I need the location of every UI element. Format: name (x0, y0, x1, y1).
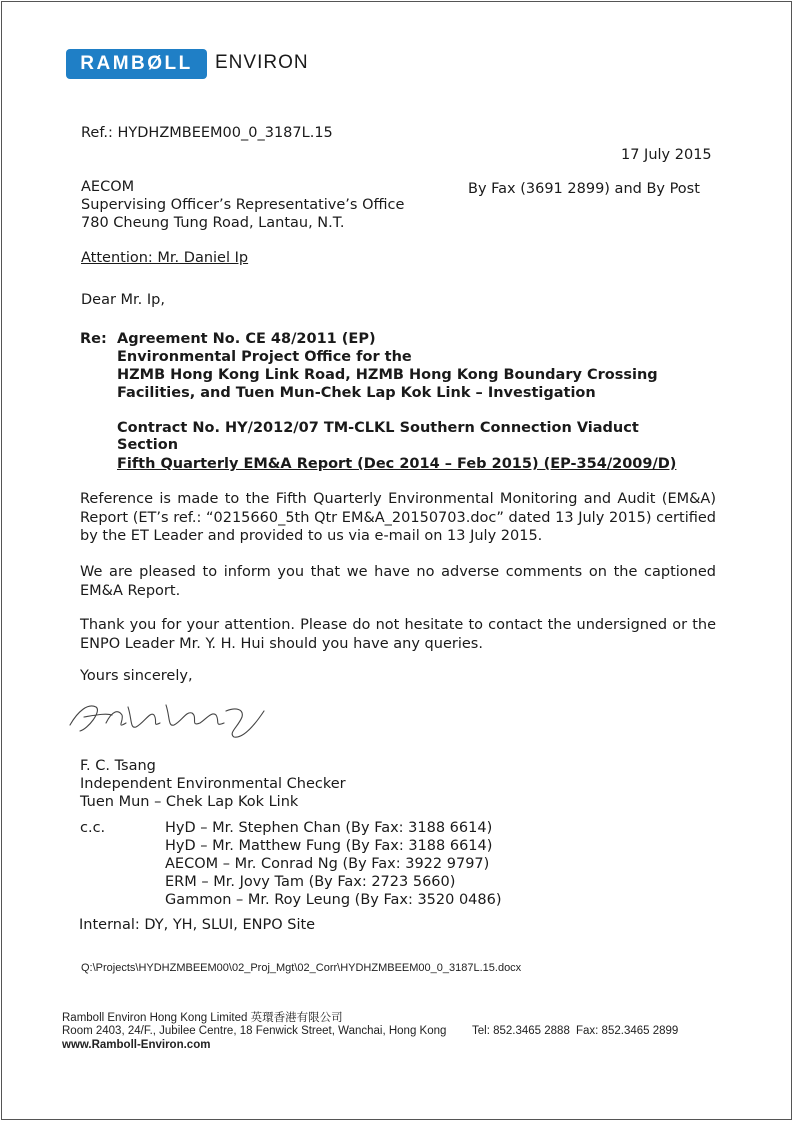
internal-distribution: Internal: DY, YH, SLUI, ENPO Site (79, 917, 316, 933)
cc-label: c.c. (80, 820, 106, 836)
cc-entry: ERM – Mr. Jovy Tam (By Fax: 2723 5660) (165, 874, 456, 890)
logo-brand-text: RAMBØLL (80, 53, 193, 74)
signatory-title: Independent Environmental Checker (80, 776, 346, 792)
contract-line-1: Contract No. HY/2012/07 TM-CLKL Southern Connection Viaduct (117, 420, 639, 436)
footer-company: Ramboll Environ Hong Kong Limited 英環香港有限公司 (62, 1012, 343, 1024)
logo-suffix: ENVIRON (215, 52, 309, 73)
salutation: Dear Mr. Ip, (81, 292, 165, 308)
report-title: Fifth Quarterly EM&A Report (Dec 2014 – Feb 2015) (EP-354/2009/D) (117, 456, 677, 472)
re-line-4: Facilities, and Tuen Mun-Chek Lap Kok Link – Investigation (117, 385, 596, 401)
re-line-2: Environmental Project Office for the (117, 349, 412, 365)
contract-line-2: Section (117, 437, 179, 453)
body-paragraph-1: Reference is made to the Fifth Quarterly Environmental Monitoring and Audit (EM&A) Report (ET’s ref.: “0215660_5th Qtr EM&A_20150703.doc” dated 13 July 2015) certified by the ET Leader and provided to us via e-mail on 13 July 2015. (80, 491, 716, 544)
cc-entry: HyD – Mr. Matthew Fung (By Fax: 3188 6614) (165, 838, 493, 854)
closing: Yours sincerely, (80, 668, 193, 684)
body-paragraph-3: Thank you for your attention. Please do not hesitate to contact the undersigned or the ENPO Leader Mr. Y. H. Hui should you have any queries. (80, 617, 716, 652)
file-path: Q:\Projects\HYDHZMBEEM00\02_Proj_Mgt\02_Corr\HYDHZMBEEM00_0_3187L.15.docx (81, 962, 522, 974)
attention-line: Attention: Mr. Daniel Ip (81, 250, 249, 266)
footer-website: www.Ramboll-Environ.com (62, 1039, 211, 1051)
recipient-office: Supervising Officer’s Representative’s Office (81, 197, 405, 213)
letter-date: 17 July 2015 (621, 147, 712, 163)
cc-entry: Gammon – Mr. Roy Leung (By Fax: 3520 0486) (165, 892, 502, 908)
cc-entry: AECOM – Mr. Conrad Ng (By Fax: 3922 9797) (165, 856, 490, 872)
page-border (1, 1, 792, 1120)
re-line-1: Agreement No. CE 48/2011 (EP) (117, 331, 376, 347)
re-label: Re: (80, 331, 107, 347)
footer-tel: Tel: 852.3465 2888 (472, 1025, 570, 1037)
signature-icon (66, 693, 276, 743)
signatory-name: F. C. Tsang (80, 758, 156, 774)
footer-fax: Fax: 852.3465 2899 (576, 1025, 679, 1037)
footer-address: Room 2403, 24/F., Jubilee Centre, 18 Fenwick Street, Wanchai, Hong Kong (62, 1025, 447, 1037)
cc-entry: HyD – Mr. Stephen Chan (By Fax: 3188 6614) (165, 820, 493, 836)
signatory-project: Tuen Mun – Chek Lap Kok Link (80, 794, 299, 810)
recipient-address: 780 Cheung Tung Road, Lantau, N.T. (81, 215, 345, 231)
body-paragraph-2: We are pleased to inform you that we have no adverse comments on the captioned EM&A Report. (80, 564, 716, 599)
delivery-method: By Fax (3691 2899) and By Post (468, 181, 700, 197)
recipient-company: AECOM (81, 179, 135, 195)
ramboll-logo (66, 49, 207, 79)
re-line-3: HZMB Hong Kong Link Road, HZMB Hong Kong Boundary Crossing (117, 367, 658, 383)
reference-number: Ref.: HYDHZMBEEM00_0_3187L.15 (81, 125, 333, 141)
